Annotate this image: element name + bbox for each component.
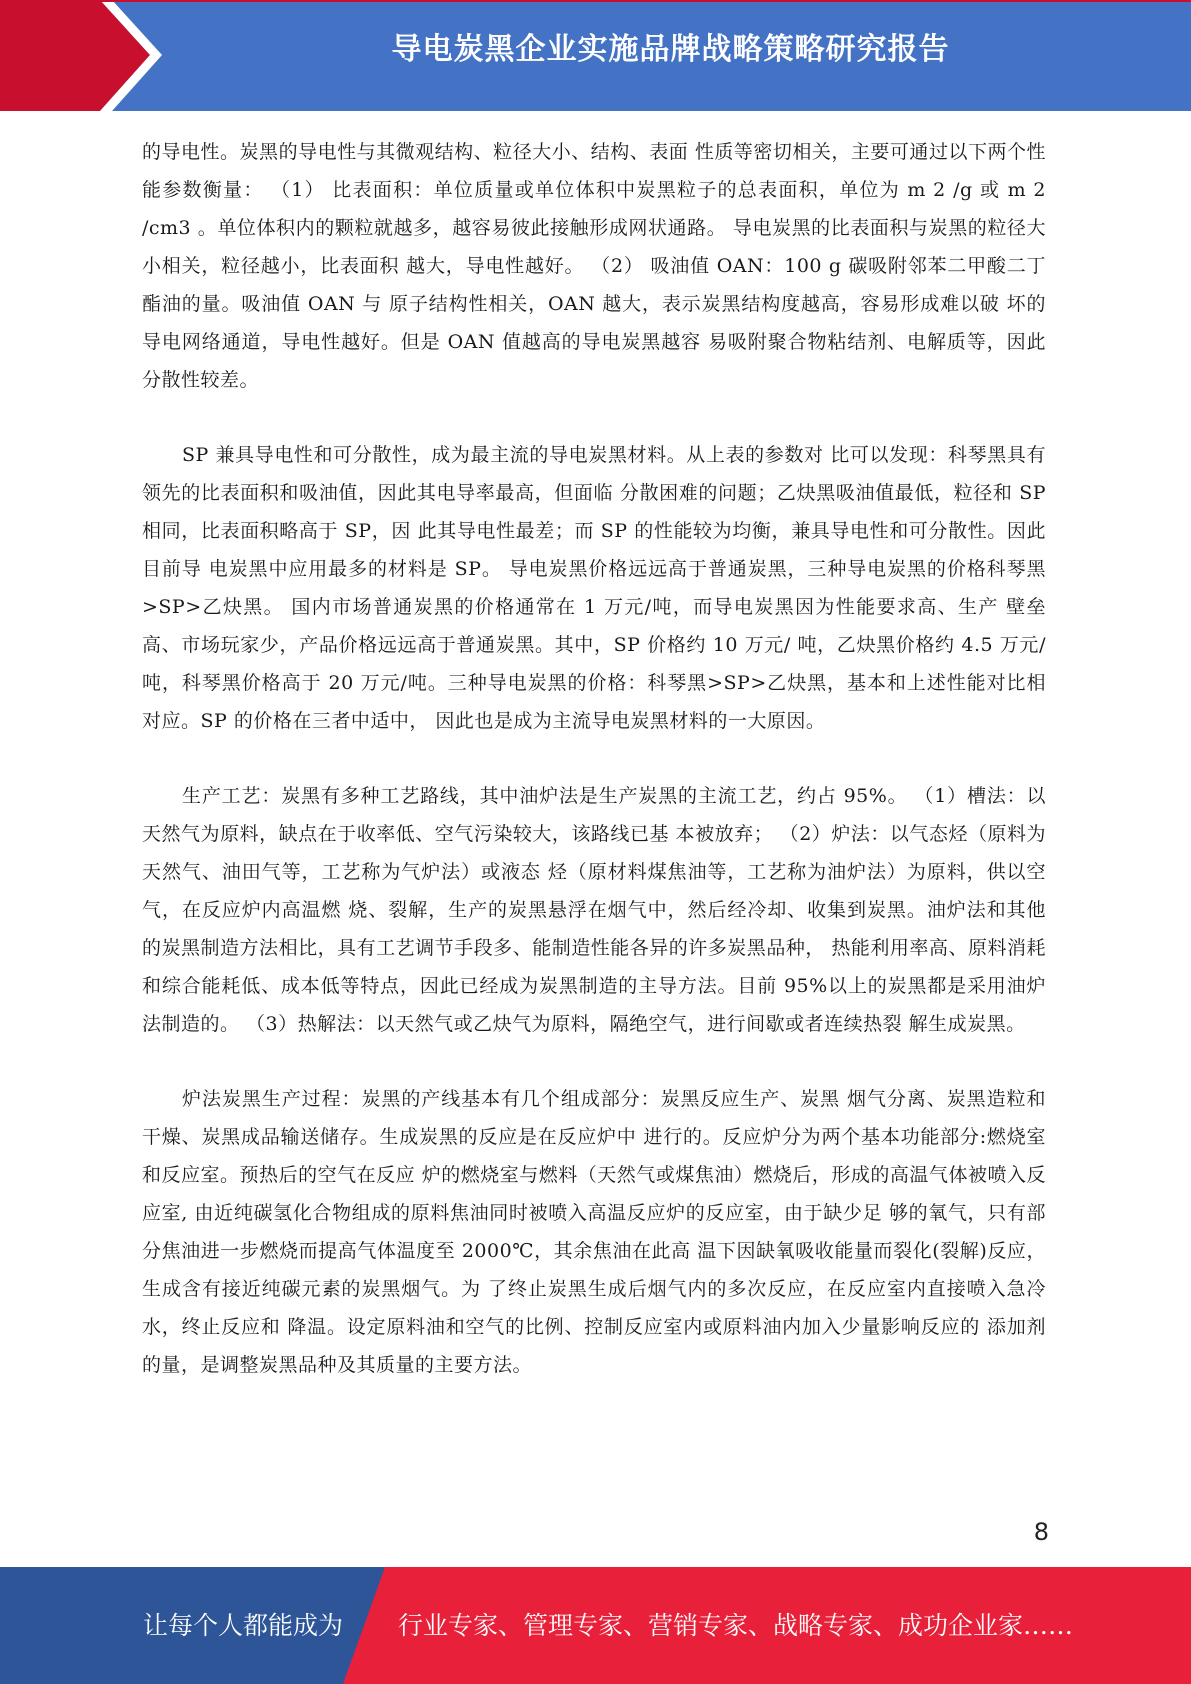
paragraph-sp-comparison: SP 兼具导电性和可分散性，成为最主流的导电炭黑材料。从上表的参数对 比可以发现：科琴黑具有领先的比表面积和吸油值，因此其电导率最高，但面临 分散困难的问题；乙炔黑吸油值最低，粒径和 SP 相同，比表面积略高于 SP，因 此其导电性最差；而 SP 的性能较为均衡，兼具导电性和可分散性。因此目前导 电炭黑中应用最多的材料是 SP。 导电炭黑价格远远高于普通炭黑，三种导电炭黑的价格科琴黑>SP>乙炔黑。 国内市场普通炭黑的价格通常在 1 万元/吨，而导电炭黑因为性能要求高、生产 壁垒高、市场玩家少，产品价格远远高于普通炭黑。其中，SP 价格约 10 万元/ 吨，乙炔黑价格约 4.5 万元/吨，科琴黑价格高于 20 万元/吨。三种导电炭黑的价格：科琴黑>SP>乙炔黑，基本和上述性能对比相对应。SP 的价格在三者中适中， 因此也是成为主流导电炭黑材料的一大原因。 (142, 444, 1046, 732)
page-footer (0, 1567, 1191, 1684)
paragraph-furnace-process: 炉法炭黑生产过程：炭黑的产线基本有几个组成部分：炭黑反应生产、炭黑 烟气分离、炭黑造粒和干燥、炭黑成品输送储存。生成炭黑的反应是在反应炉中 进行的。反应炉分为两个基本功能部分:燃烧室和反应室。预热后的空气在反应 炉的燃烧室与燃料（天然气或煤焦油）燃烧后，形成的高温气体被喷入反应室, 由近纯碳氢化合物组成的原料焦油同时被喷入高温反应炉的反应室，由于缺少足 够的氧气，只有部分焦油进一步燃烧而提高气体温度至 2000℃，其余焦油在此高 温下因缺氧吸收能量而裂化(裂解)反应，生成含有接近纯碳元素的炭黑烟气。为 了终止炭黑生成后烟气内的多次反应，在反应室内直接喷入急冷水，终止反应和 降温。设定原料油和空气的比例、控制反应室内或原料油内加入少量影响反应的 添加剂的量，是调整炭黑品种及其质量的主要方法。 (142, 1088, 1046, 1376)
body-content (142, 133, 1046, 1421)
footer-slogan-right: 行业专家、管理专家、营销专家、战略专家、成功企业家…… (398, 1611, 1074, 1640)
paragraph-production-process: 生产工艺：炭黑有多种工艺路线，其中油炉法是生产炭黑的主流工艺，约占 95%。 （1）槽法：以天然气为原料，缺点在于收率低、空气污染较大，该路线已基 本被放弃； （2）炉法：以气态烃（原料为天然气、油田气等，工艺称为气炉法）或液态 烃（原材料煤焦油等，工艺称为油炉法）为原料，供以空气，在反应炉内高温燃 烧、裂解，生产的炭黑悬浮在烟气中，然后经冷却、收集到炭黑。油炉法和其他 的炭黑制造方法相比，具有工艺调节手段多、能制造性能各异的许多炭黑品种， 热能利用率高、原料消耗和综合能耗低、成本低等特点，因此已经成为炭黑制造的主导方法。目前 95%以上的炭黑都是采用油炉法制造的。 （3）热解法：以天然气或乙炔气为原料，隔绝空气，进行间歇或者连续热裂 解生成炭黑。 (142, 785, 1046, 1035)
page-header (0, 0, 1191, 111)
page-number: 8 (1033, 1518, 1049, 1546)
report-title: 导电炭黑企业实施品牌战略策略研究报告 (391, 32, 950, 67)
footer-slogan-left: 让每个人都能成为 (143, 1611, 344, 1640)
paragraph-conductivity: 的导电性。炭黑的导电性与其微观结构、粒径大小、结构、表面 性质等密切相关，主要可通过以下两个性能参数衡量： （1） 比表面积：单位质量或单位体积中炭黑粒子的总表面积，单位为 m 2 /g 或 m 2 /cm3 。单位体积内的颗粒就越多，越容易彼此接触形成网状通路。 导电炭黑的比表面积与炭黑的粒径大小相关，粒径越小，比表面积 越大，导电性越好。 （2） 吸油值 OAN：100 g 碳吸附邻苯二甲酸二丁酯油的量。吸油值 OAN 与 原子结构性相关，OAN 越大，表示炭黑结构度越高，容易形成难以破 坏的导电网络通道，导电性越好。但是 OAN 值越高的导电炭黑越容 易吸附聚合物粘结剂、电解质等，因此分散性较差。 (142, 141, 1046, 391)
